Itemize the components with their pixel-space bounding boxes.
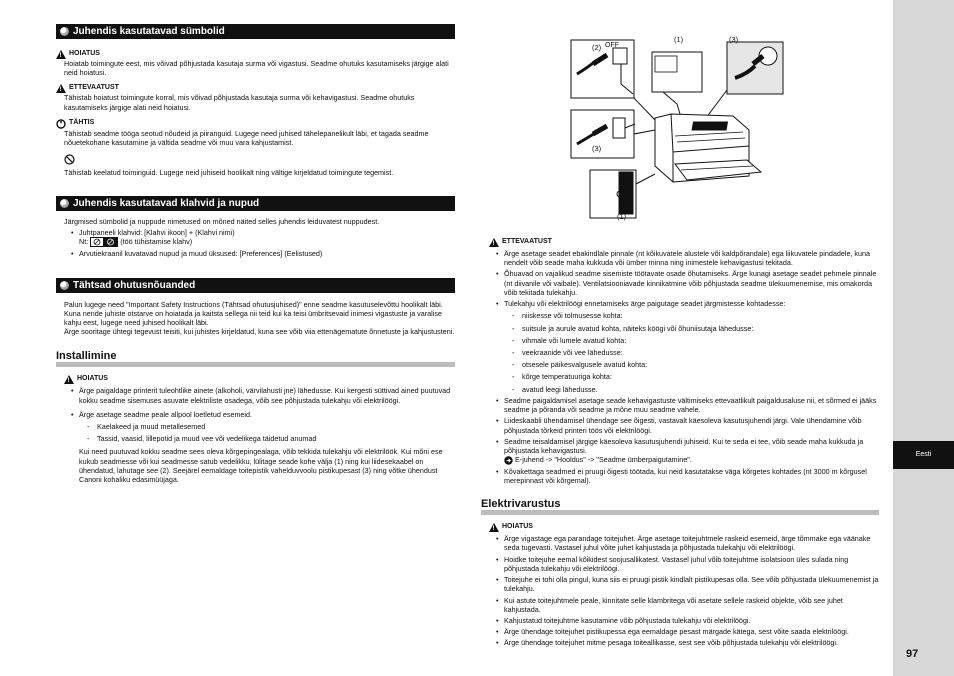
important-label [56, 119, 455, 129]
safety-paragraph-3: Ärge sooritage ühtegi tegevust teisiti, kui juhistes kirjeldatud, kuna see võib viia ettenägematute õnnetuste ja kahjustusteni. [64, 327, 455, 337]
warning-triangle-icon [64, 375, 74, 384]
warning-label-text: HOIATUS [69, 50, 100, 58]
list-item: • Juhtpaneeli klahvid: [Klahvi ikoon] + (Klahvi nimi) Nt: (töö tühistamise klahv) [71, 228, 455, 247]
callout-1-top: (1) [674, 35, 684, 44]
warning-label-text: HOIATUS [502, 523, 533, 531]
sublist-item: - kõrge temperatuuriga kohta: [512, 372, 879, 381]
warning-label [56, 50, 455, 59]
install-sublist [87, 422, 455, 443]
callout-1-bottom: (1) [617, 212, 627, 221]
prohibited-description: Tähistab keelatud toiminguid. Lugege neid juhiseid hoolikalt ning vältige kirjeldatud toimingute tegemist. [64, 167, 394, 177]
important-icon [56, 119, 66, 129]
prohibited-icon [64, 154, 75, 165]
section-bullet-icon [60, 281, 69, 290]
list-item: • Hoidke toitejuhe eemal kõikidest soojusallikatest. Vastasel juhul võib toitejuhtme isolatsioon üles sulada ning põhjustada tulekahju või elektrilöögi. [496, 555, 879, 573]
caution-triangle-icon [56, 84, 66, 93]
list-item: • Ärge asetage seadme peale allpool loetletud esemeid. - Kaelakeed ja muud metallesemed - Tassid, vaasid, lillepotid ja muud vee või vedelikega täidetud anumad [71, 410, 455, 444]
keys-list [71, 228, 455, 259]
keys-intro: Järgmised sümbolid ja nuppude nimetused on mõned näited selles juhendis leiduvatest nuppudest. [64, 216, 380, 226]
reference-arrow-icon [504, 456, 513, 465]
printer-diagram [563, 34, 883, 230]
warning-triangle-icon [489, 523, 499, 532]
sublist-item: - niiskesse või tolmusesse kohta: [512, 311, 879, 320]
right-column [481, 238, 879, 648]
section-bullet-icon [60, 199, 69, 208]
sublist-item: - avatud leegi lähedusse. [512, 385, 879, 394]
important-label-text: TÄHTIS [69, 119, 95, 127]
caution-sublist [512, 311, 879, 394]
power-warning-label [489, 523, 879, 532]
caution-label-text: ETTEVAATUST [69, 84, 119, 92]
callout-2: (2) [592, 43, 602, 52]
caution-label-text: ETTEVAATUST [502, 238, 552, 246]
safety-paragraph-2: Kuna nende juhiste otstarve on hoiatada ja kaitsta sellega nii teid kui ka teisi ümbritsevaid inimesi vigastuste ja varalise kahju eest, lugege need juhised hoolikalt läbi. [64, 308, 442, 327]
list-item: • Õhuavad on vajalikud seadme sisemiste töötavate osade õhutamiseks. Ärge kunagi asetage seadet pehmele pinnale (nt diivanile või vaibale). Ventilatsiooniavade kinnikatmine võib põhjustada seadme ülekuumenemise, mis omakorda võib tekitada tulekahju. [496, 269, 879, 297]
list-item: • Arvutiekraanil kuvatavad nupud ja muud üksused: [Preferences] (Eelistused) [71, 249, 455, 258]
list-item: • Tulekahju või elektrilöögi ennetamiseks ärge paigutage seadet järgmistesse kohtadesse: - niiskesse või tolmusesse kohta: - suitsule ja aurule avatud kohta, näiteks köögi või õhuniisutaja lähedusse: - vihmale või lumele avatud kohta: - veekraanide või vee lähedusse: - otsesele päikesvalgusele avatud kohta: - kõrge temperatuuriga kohta: - avatud leegi lähedusse. [496, 299, 879, 394]
left-column [56, 24, 455, 484]
sublist-item: - otsesele päikesvalgusele avatud kohta: [512, 360, 879, 369]
important-description: Tähistab seadme tööga seotud nõudeid ja piiranguid. Lugege need juhised tähelepanelikult läbi, et tagada seadme nõuetekohane kasutamine ja vältida seadme või muu vara kahjustamist. [64, 128, 429, 148]
warning-triangle-icon [56, 50, 66, 59]
caution-description: Tähistab hoiatust toimingute korral, mis võivad põhjustada kasutaja surma või kehavigastusi. Seadme ohutuks kasutamiseks järgige alati neid hoiatusi. [64, 93, 415, 112]
page-number: 97 [906, 648, 919, 660]
side-tab-strip [893, 0, 954, 676]
safety-paragraph-1: Palun lugege need "Important Safety Instructions (Tähtsad ohutusjuhised)" enne seadme kasutuselevõttu hoolikalt läbi. [64, 299, 443, 309]
sublist-item: - Tassid, vaasid, lillepotid ja muud vee või vedelikega täidetud anumad [87, 434, 455, 443]
warning-description: Hoiatab toimingute eest, mis võivad põhjustada kasutaja surma või vigastusi. Seadme ohutuks kasutamiseks järgige alati neid hoiatusi. [64, 59, 449, 78]
section-title: Juhendis kasutatavad klahvid ja nupud [73, 197, 260, 209]
warning-label-text: HOIATUS [77, 375, 108, 383]
section-keys-header [56, 196, 455, 211]
stop-key-icon [90, 237, 118, 247]
install-list [71, 386, 455, 443]
install-tail: Kui need puutuvad kokku seadme sees oleva kõrgepingealaga, võib tekkida tulekahju või elektrilöök. Kui mõni ese kukub seadmesse või kui seadmesse satub vedelikku, lülitage seade kohe välja (1) ning kui liidesekaabel on ühendatud, lahutage see (2). Seejärel eemaldage toitepistik vahelduvvoolu pistikupesast (3) ning võtke ühendust Canoni kohaliku edasimüüjaga. [79, 447, 443, 485]
list-item: • Ärge asetage seadet ebakindlale pinnale (nt kõikuvatele alustele või kaldpõrandale) ega liikuvatele pindadele, kuna nendelt võib seade maha kukkuda või ümber minna ning inimestele kehavigastusi tekitada. [496, 249, 879, 267]
sublist-item: - vihmale või lumele avatud kohta: [512, 336, 879, 345]
caution-triangle-icon [489, 238, 499, 247]
callout-3-mid: (3) [592, 144, 602, 153]
install-warning-label [64, 375, 455, 384]
elektrivarustus-heading: Elektrivarustus [481, 499, 879, 515]
list-item: • Seadme paigaldamisel asetage seade kehavigastuste vältimiseks ettevaatlikult paigaldusaluse nii, et sõrmed ei jääks seadme ja põranda või seadme ja mõne muu seadme vahele. [496, 396, 879, 414]
language-tab: Eesti [893, 441, 954, 469]
list-item: • Kui astute toitejuhtmele peale, kinnitate selle klambritega või asetate sellele raskeid objekte, võib see juhet kahjustada. [496, 596, 879, 614]
section-title: Juhendis kasutatavad sümbolid [73, 26, 225, 37]
section-title: Tähtsad ohutusnõuanded [73, 279, 196, 291]
list-item: • Seadme teisaldamisel järgige käesoleva kasutusjuhendi juhiseid. Kui te seda ei tee, võib seade maha kukkuda ja põhjustada kehavigastusi. E-juhend -> "Hooldus" -> "Seadme ümberpaigutamine". [496, 437, 879, 465]
off-switch-text: OFF [605, 42, 619, 49]
caution-label [56, 84, 455, 93]
list-item: • Ärge vigastage ega parandage toitejuhet. Ärge asetage toitejuhtmele raskeid esemeid, ärge tõmmake ega väänake seda tugevasti. Vastasel juhul võite juhet kahjustada ja põhjustada tulekahju või elektrilöögi. [496, 534, 879, 552]
callout-3-top: (3) [729, 35, 739, 44]
list-item: • Ärge paigaldage printerit tuleohtlike ainete (alkoholi, värvilahusti jne) lähedusse. Kui kergesti süttivad ained puutuvad kokku seadme sisemuses asuvate elektriliste osadega, võib see põhjustada tulekahju või elektrilöögi. [71, 386, 455, 404]
list-item: • Toitejuhe ei tohi olla pingul, kuna siis ei pruugi pistik kindlalt pistikupesas olla. See võib põhjustada ülekuumenemist ja tulekahju. [496, 575, 879, 593]
list-item: • Ärge ühendage toitejuhet pistikupessa ega eemaldage pesast märgade kätega, sest võite saada elektrilöögi. [496, 627, 879, 636]
sublist-item: - veekraanide või vee lähedusse: [512, 348, 879, 357]
section-safety-header [56, 278, 455, 293]
sublist-item: - Kaelakeed ja muud metallesemed [87, 422, 455, 431]
printer-illustration [563, 34, 883, 230]
list-item: • Kahjustatud toitejuhtme kasutamine võib põhjustada tulekahju või elektrilöögi. [496, 616, 879, 625]
sublist-item: - suitsule ja aurule avatud kohta, näiteks köögi või õhuniisutaja lähedusse: [512, 324, 879, 333]
caution-label-right [489, 238, 879, 247]
section-bullet-icon [60, 27, 69, 36]
power-list [496, 534, 879, 647]
installimine-heading: Installimine [56, 351, 455, 367]
section-symbols-header [56, 24, 455, 39]
list-item: • Ärge ühendage toitejuhet mitme pesaga toiteallikasse, sest see võib põhjustada tulekahju või elektrilöögi. [496, 638, 879, 647]
caution-list [496, 249, 879, 485]
list-item: • Kõvakettaga seadmed ei pruugi õigesti töötada, kui neid kasutatakse väga kõrgetes kohtades (nt 3000 m kõrgusel merepinnast või kõrgemal). [496, 467, 879, 485]
list-item: • Liideskaabli ühendamisel ühendage see õigesti, vastavalt käesoleva kasutusjuhendi järgi. Vale ühendamine võib põhjustada tõrkeid printeri töös või elektrilöögi. [496, 416, 879, 434]
